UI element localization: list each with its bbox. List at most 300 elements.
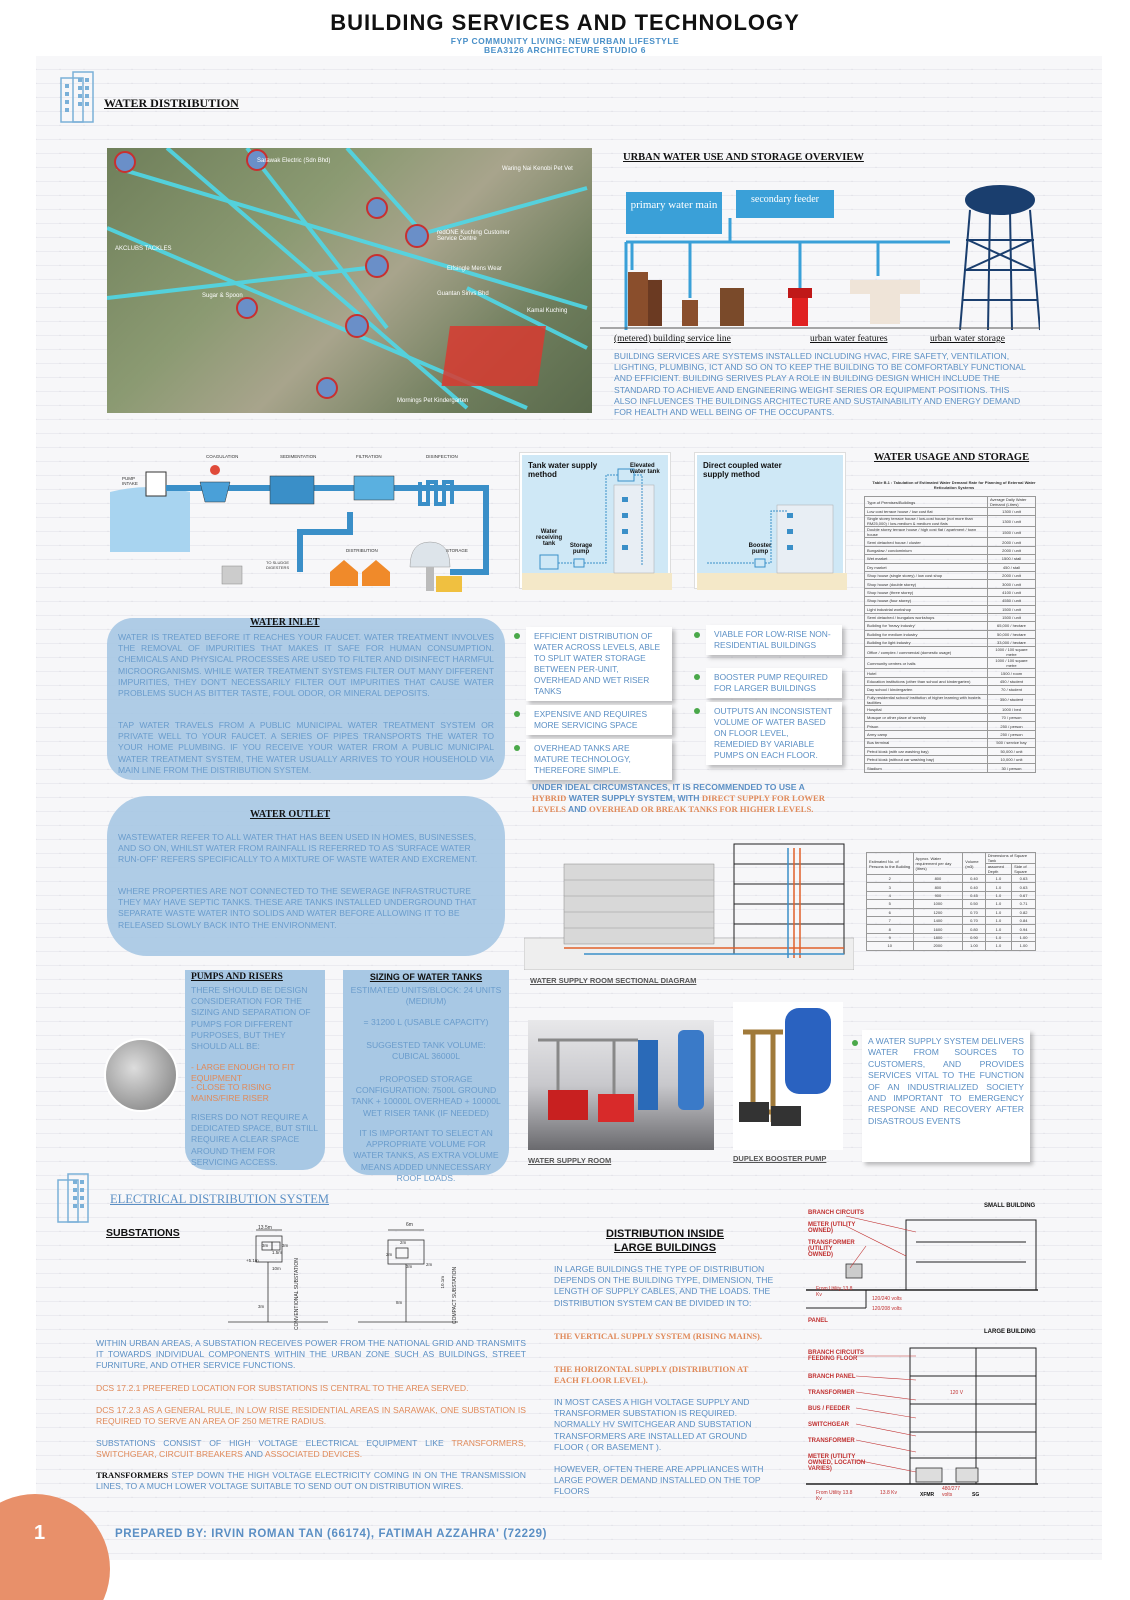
direct-point: OUTPUTS AN INCONSISTENT VOLUME OF WATER BASED ON FLOOR LEVEL, REMEDIED BY VARIABLE PUMPS ON EACH FLOOR. [706,702,842,765]
dist-heading-1: DISTRIBUTION INSIDE [606,1228,724,1240]
building-section-diagram [524,838,854,970]
tank-cell: 0.40 [963,883,985,891]
tank-cell: 1.0 [985,942,1011,950]
tank-cell: 1.0 [985,925,1011,933]
tank-cell: 1.0 [985,908,1011,916]
secondary-feeder-label: secondary feeder [750,194,819,205]
usage-row [865,730,1036,738]
usage-row [865,588,1036,596]
aerial-map [107,148,592,413]
small-volts-2: 120/208 volts [872,1306,902,1312]
tank-row [867,875,1036,883]
usage-cell: Low cost terrace house / low cost flat [865,508,988,516]
usage-cell: Hospital [865,705,988,713]
usage-row [865,658,1036,669]
tank-cell: 1.0 [985,916,1011,924]
tank-cell: 3 [867,883,914,891]
tank-cell: 2 [867,875,914,883]
large-label: BRANCH PANEL [808,1374,856,1380]
usage-row [865,714,1036,722]
usage-row [865,705,1036,713]
tank-point: OVERHEAD TANKS ARE MATURE TECHNOLOGY, THEREFORE SIMPLE. [526,739,672,780]
usage-row [865,677,1036,685]
direct-point: BOOSTER PUMP REQUIRED FOR LARGER BUILDINGS [706,668,842,698]
usage-row [865,639,1036,647]
tank-cell: 5 [867,900,914,908]
usage-cell: Shop house (four storey) [865,597,988,605]
usage-cell: Petrol kiosk (without car washing bay) [865,755,988,763]
usage-row [865,571,1036,579]
usage-cell: 1000 / 100 square metre [987,658,1035,669]
tank-cell: 8 [867,925,914,933]
usage-cell: Shop house (double storey) [865,580,988,588]
compact-dim: 3m [406,1264,413,1269]
electrical-p3: DCS 17.2.3 AS A GENERAL RULE, IN LOW RISE RESIDENTIAL AREAS IN SARAWAK, ONE SUBSTATION IS REQUIRED TO SERVE AN AREA OF 250 METRE RADIUS. [96,1405,526,1427]
usage-cell: Education institutions (other than school and kindergarten) [865,677,988,685]
tank-cell: 0.45 [963,891,985,899]
map-label: AKCLUBS TACKLES [115,246,172,252]
usage-cell: Army camp [865,730,988,738]
pump-room-illustration [528,1020,714,1150]
large-label: TRANSFORMER [808,1390,855,1396]
usage-row [865,563,1036,571]
pump-photo [104,1038,178,1112]
small-volts: 120/240 volts [872,1296,902,1302]
tank-cell: 1.0 [985,933,1011,941]
small-panel-label: PANEL [808,1318,828,1324]
usage-cell: 2000 / unit [987,571,1035,579]
rec-part: AND [568,804,587,815]
page-number: 1 [34,1522,46,1544]
electrical-heading: ELECTRICAL DISTRIBUTION SYSTEM [110,1192,329,1206]
usage-cell: Bus terminal [865,739,988,747]
usage-cell: Community centres or halls [865,658,988,669]
map-label: redONE Kuching Customer Service Centre [437,230,510,242]
tank-cell: 1400 [913,916,963,924]
conv-dim: 10m [272,1266,281,1271]
supply-note: A WATER SUPPLY SYSTEM DELIVERS WATER FROM SOURCES TO CUSTOMERS, AND PROVIDES SERVICES VITAL TO THE FUNCTION OF AN INDUSTRIALIZED SOCIETY AND IMPORTANT TO EMERGENCY RESPONSE AND RECOVERY AFTER DISASTROUS EVENTS [862,1030,1030,1162]
tank-cell: 1.00 [1012,933,1036,941]
large-sg: SG [972,1492,980,1498]
tank-cell: 0.80 [963,925,985,933]
usage-cell: 250 / person [987,730,1035,738]
usage-row [865,755,1036,763]
usage-row [865,516,1036,527]
usage-cell: Shop house (single storey) / low cost shop [865,571,988,579]
water-inlet-p1: WATER IS TREATED BEFORE IT REACHES YOUR FAUCET. WATER TREATMENT INVOLVES THE REMOVAL OF IMPURITIES THAT MAKES IT SAFE FOR HUMAN CONSUMPTION. CHEMICALS AND PHYSICAL PROCESSES ARE USED TO FILTER AND DISINFECT HARMFUL MICROORGANISMS. WHILE WATER TREATMENT SYSTEMS FILTER OUT MANY DIFFERENT IMPURITIES, THEY DON'T NECESSARILY FILTER OUT IMPURITIES THAT CAUSE WATER PROBLEMS SUCH AS BITTER TASTE, FOUL ODOR, OR MINERAL DEPOSITS. [118,632,494,699]
elevated-tank-label: Elevated water tank [630,463,660,475]
usage-row [865,555,1036,563]
water-inlet-p2: TAP WATER TRAVELS FROM A PUBLIC MUNICIPAL WATER TREATMENT SYSTEM OR PRIVATE WELL TO YOUR FAUCET. A SERIES OF PIPES TRANSPORTS THE WATER TO YOUR HOME PLUMBING. IF YOU RECEIVE YOUR WATER FROM A PUBLIC MUNICIPAL WATER TREATMENT SYSTEM, THE WATER USUALLY ARRIVES TO YOUR HOUSEHOLD VIA MAIN LINE FROM THE DISTRIBUTION SYSTEM. [118,720,494,775]
water-distribution-heading: WATER DISTRIBUTION [104,96,239,110]
tank-cell: 0.84 [1012,916,1036,924]
large-label: BUS / FEEDER [808,1406,851,1412]
map-label: Mornings Pet Kindergarten [397,398,469,404]
dist-p2: THE VERTICAL SUPPLY SYSTEM (RISING MAINS). [554,1331,763,1341]
small-from-utility: From Utility 13.8 Kv [816,1286,853,1298]
tank-row [867,883,1036,891]
storage-pump-label: Storage pump [569,543,593,555]
water-storage-label: urban water storage [930,334,1005,344]
tank-cell: 1.0 [985,875,1011,883]
distribution-label: DISTRIBUTION [346,548,378,553]
receiving-tank-label: Water receiving tank [535,529,563,547]
tank-cell: 0.71 [1012,900,1036,908]
page-title: BUILDING SERVICES AND TECHNOLOGY [330,10,800,35]
conv-dim: 13.5m [258,1225,272,1231]
usage-cell: Light industrial workshop [865,605,988,613]
usage-cell: Building for light industry [865,639,988,647]
p4-orange: ASSOCIATED DEVICES. [264,1449,363,1460]
usage-cell: Prison [865,722,988,730]
stage-label: FILTRATION [356,454,382,459]
stage-label: COAGULATION [206,454,239,459]
tank-method-title: Tank water supply method [528,461,598,479]
tank-col-header: Volume (m3) [963,853,985,875]
tank-row [867,916,1036,924]
conv-dim: 1.5m [272,1250,283,1255]
usage-cell: Hotel [865,669,988,677]
usage-cell: 350 / student [987,694,1035,705]
electrical-p2: DCS 17.2.1 PREFERED LOCATION FOR SUBSTATIONS IS CENTRAL TO THE AREA SERVED. [96,1383,469,1393]
usage-cell: Stadium [865,764,988,772]
usage-row [865,580,1036,588]
rec-part: UNDER IDEAL CIRCUMSTANCES, IT IS RECOMMENDED TO USE A [532,782,805,792]
conv-dim: 3m [262,1243,269,1248]
compact-dim: 6m [406,1222,413,1228]
primary-main-label: primary water main [630,199,718,211]
electrical-p4 [96,1438,526,1460]
usage-cell: 250 / person [987,722,1035,730]
dist-p4: IN MOST CASES A HIGH VOLTAGE SUPPLY AND TRANSFORMER SUBSTATION IS REQUIRED. NORMALLY HV SWITCHGEAR AND SUBSTATION TRANSFORMERS ARE INSTALLED AT GROUND FLOOR ( OR BASEMENT ). [554,1397,752,1452]
usage-cell: 500 / service bay [987,739,1035,747]
usage-cell: Semi detached house / cluster [865,538,988,546]
usage-cell: 70 / person [987,714,1035,722]
bullet-dot [694,708,700,714]
water-inlet-heading: WATER INLET [250,617,320,628]
rec-overhead: OVERHEAD OR BREAK TANKS FOR HIGHER LEVELS. [589,804,814,815]
tank-row [867,908,1036,916]
bullet-dot [694,674,700,680]
tank-cell: 800 [913,883,963,891]
usage-row [865,622,1036,630]
usage-row [865,739,1036,747]
water-outlet-heading: WATER OUTLET [250,809,331,820]
tank-cell: 1.0 [985,900,1011,908]
usage-cell: 1500 / stall [987,555,1035,563]
usage-cell: 30 / person [987,764,1035,772]
bullet-dot [852,1040,858,1046]
usage-cell: 2000 / unit [987,546,1035,554]
sizing-l2: = 31200 L (USABLE CAPACITY) [363,1017,489,1027]
usage-cell: 33,000 / hectare [987,639,1035,647]
overview-heading: URBAN WATER USE AND STORAGE OVERVIEW [623,152,864,163]
booster-pump-label: Booster pump [748,543,772,555]
electrical-p1: WITHIN URBAN AREAS, A SUBSTATION RECEIVES POWER FROM THE NATIONAL GRID AND TRANSMITS IT TOWARDS INDIVIDUAL COMPONENTS WITHIN THE URBAN ZONE SUCH AS BUILDINGS, STREET FURNITURE, AND OTHER SERVICE FUNCTIONS. [96,1338,526,1371]
conv-dim: 3m [258,1304,265,1309]
usage-cell: Fully residential school/ institution of higher learning with hostels facilities [865,694,988,705]
usage-cell: Building for medium industry [865,630,988,638]
usage-cell: 1300 / unit [987,516,1035,527]
tank-cell: 4 [867,891,914,899]
tank-col-header: Approx. Water requirement per day (litres) [913,853,963,875]
tank-sub-header: assumed Depth [985,864,1011,875]
tank-sub-header: Side of Square [1012,864,1036,875]
large-label: TRANSFORMER [808,1438,855,1444]
tank-cell: 800 [913,875,963,883]
tank-dimension-table [866,852,1036,951]
compact-dim: 2m [426,1262,433,1267]
rec-hybrid: HYBRID [532,793,567,804]
usage-row [865,605,1036,613]
tank-cell: 1.00 [1012,942,1036,950]
stage-label: DISINFECTION [426,454,458,459]
pumps-b1: - LARGE ENOUGH TO FIT EQUIPMENT [191,1062,295,1084]
usage-row [865,527,1036,538]
sizing-l3: SUGGESTED TANK VOLUME: CUBICAL 36000L [366,1040,486,1062]
water-supply-room-photo [528,1020,714,1150]
tank-cell: 1000 [913,900,963,908]
tank-cell: 10 [867,942,914,950]
usage-row [865,546,1036,554]
usage-cell: 1500 / unit [987,527,1035,538]
large-v120: 120 V [950,1390,964,1396]
usage-row [865,508,1036,516]
compact-substation-label: COMPACT SUBSTATION [452,1266,458,1324]
tank-cell: 9 [867,933,914,941]
building-services-text: BUILDING SERVICES ARE SYSTEMS INSTALLED INCLUDING HVAC, FIRE SAFETY, VENTILATION, LIGHTING, PLUMBING, ICT AND SO ON TO KEEP THE BUILDING TO BE COMFORTABLY FUNCTIONAL AND EFFICIENT. BUILDING SERIVES PLAY A ROLE IN BUILDING DESIGN WHICH INCLUDE THE STANDARD TO ACHIEVE AND ENGINEERING WEIGHT SERIES OR EQUIPMENT POSITIONS. THIS ALSO INFLUENCES THE BUILDINGS ARCHITECTURE AND SUSTAINABILITY AND ENERGY DEMAND FOR HEALTH AND WELL BEING OF THE OCCUPANTS. [614,351,1026,418]
sizing-l5: IT IS IMPORTANT TO SELECT AN APPROPRIATE VOLUME FOR WATER TANKS, AS EXTRA VOLUME MEANS ADDED UNNECESSARY ROOF LOADS. [353,1128,499,1183]
usage-cell: 3000 / unit [987,580,1035,588]
bullet-dot [514,633,520,639]
usage-cell: 1000 / 100 square metre [987,647,1035,658]
water-usage-table [864,496,1036,773]
compact-dim: 2m [400,1240,407,1245]
storage-label: STORAGE [446,548,468,553]
tank-cell: 1.00 [963,942,985,950]
sizing-l1: ESTIMATED UNITS/BLOCK: 24 UNITS (MEDIUM) [350,985,502,1007]
map-label: Kamal Kuching [527,308,568,314]
tank-row [867,925,1036,933]
pumps-p1: THERE SHOULD BE DESIGN CONSIDERATION FOR THE SIZING AND SEPARATION OF PUMPS FOR DIFFERENT PURPOSES, BUT THEY SHOULD ALL BE: [191,985,311,1052]
booster-caption: DUPLEX BOOSTER PUMP [733,1154,827,1163]
compact-dim: 2m [386,1252,393,1257]
tank-cell: 1.0 [985,891,1011,899]
tank-row [867,900,1036,908]
sizing-l4: PROPOSED STORAGE CONFIGURATION: 7500L GROUND TANK + 10000L OVERHEAD + 10000L WET RISER TANK (IF NEEDED) [351,1074,501,1118]
subtitle-course: BEA3126 ARCHITECTURE STUDIO 6 [483,45,647,55]
tank-cell: 0.40 [963,875,985,883]
tank-cell: 7 [867,916,914,924]
booster-illustration [733,1002,843,1150]
p5-part: STEP DOWN THE HIGH VOLTAGE ELECTRICITY COMING IN ON THE TRANSMISSION LINES, TO A MUCH LOWER VOLTAGE SUITABLE TO SEND OUT ON DISTRIBUTION WIRES. [96,1470,526,1492]
building-icon [52,1172,92,1224]
substations-heading: SUBSTATIONS [106,1227,180,1239]
usage-row [865,597,1036,605]
small-meter-label: METER (UTILITY OWNED) [808,1222,856,1234]
p4-part: AND [244,1449,263,1460]
usage-cell: 50,000 / hectare [987,630,1035,638]
map-label: Waring Nai Kenobi Pet Vet [502,166,573,172]
usage-row [865,669,1036,677]
stage-label: SEDIMENTATION [280,454,317,459]
direct-method-panel [695,453,845,588]
tank-row [867,891,1036,899]
electrical-p5 [96,1470,526,1492]
map-label: Sarawak Electric (Sdn Bhd) [257,158,331,164]
usage-cell: Shop house (three storey) [865,588,988,596]
water-outlet-p2: WHERE PROPERTIES ARE NOT CONNECTED TO THE SEWERAGE INFRASTRUCTURE THEY MAY HAVE SEPTIC TANKS. THESE ARE TANKS INSTALLED UNDERGROUND THAT SEPARATE WASTE WATER INTO SOLIDS AND WATER BEFORE ALLOWING IT TO BE RELEASED SLOWLY BACK INTO THE ENVIRONMENT. [118,886,477,930]
usage-row [865,764,1036,772]
transformers-term: TRANSFORMERS [96,1470,169,1480]
usage-cell: 1000 / bed [987,705,1035,713]
small-branch-label: BRANCH CIRCUITS [808,1210,864,1216]
section-caption: WATER SUPPLY ROOM SECTIONAL DIAGRAM [530,976,697,985]
prepared-by: PREPARED BY: IRVIN ROMAN TAN (66174), FATIMAH AZZAHRA' (72229) [115,1528,548,1540]
compact-dim: 8m [396,1300,403,1305]
usage-cell: 1300 / unit [987,508,1035,516]
tank-method-panel [520,453,670,588]
p4-orange: TRANSFORMERS, SWITCHGEAR, CIRCUIT BREAKERS [96,1438,526,1460]
usage-row [865,747,1036,755]
water-outlet-card [107,796,505,956]
tank-cell: 1600 [913,925,963,933]
pumps-p2: RISERS DO NOT REQUIRE A DEDICATED SPACE, BUT STILL REQUIRE A CLEAR SPACE AROUND THEM FOR SERVICING ACCESS. [191,1112,318,1167]
map-label: Guantan Sirivs Bhd [437,291,489,297]
usage-col-header: Average Daily Water Demand (Litres) [987,497,1035,508]
tank-cell: 0.70 [963,908,985,916]
usage-cell: 4550 / unit [987,597,1035,605]
sludge-label: TO SLUDGE DIGESTERS [266,560,290,570]
usage-cell: 70 / student [987,686,1035,694]
pumps-b2: - CLOSE TO RISING MAINS/FIRE RISER [191,1082,272,1104]
usage-cell: Building for 'heavy industry' [865,622,988,630]
dist-p1: IN LARGE BUILDINGS THE TYPE OF DISTRIBUTION DEPENDS ON THE BUILDING TYPE, DIMENSION, THE LENGTH OF SUPPLY CABLES, AND THE LOADS. THE DISTRIBUTION SYSTEM CAN BE DIVIDED IN TO: [554,1264,774,1308]
usage-heading: WATER USAGE AND STORAGE [874,452,1030,463]
map-label: Elfsingle Mens Wear [447,266,502,272]
tank-group-header: Dimensions of Square Tank [985,853,1035,864]
tank-cell: 0.82 [1012,908,1036,916]
tank-cell: 1200 [913,908,963,916]
usage-cell: 50,000 / unit [987,747,1035,755]
usage-cell: Dry market [865,563,988,571]
booster-pump-photo [733,1002,843,1150]
conv-dim: +5.1m [246,1258,259,1263]
usage-row [865,722,1036,730]
direct-point: VIABLE FOR LOW-RISE NON-RESIDENTIAL BUILDINGS [706,625,842,655]
pumps-heading: PUMPS AND RISERS [191,972,283,982]
usage-cell: Wet market [865,555,988,563]
usage-cell: Bungalow / condominium [865,546,988,554]
usage-cell: 2000 / unit [987,538,1035,546]
dist-p5: HOWEVER, OFTEN THERE ARE APPLIANCES WITH LARGE POWER DEMAND INSTALLED ON THE TOP FLOORS [554,1464,764,1497]
usage-cell: 10,000 / unit [987,755,1035,763]
subtitle-project: FYP COMMUNITY LIVING: NEW URBAN LIFESTYLE [450,36,680,46]
usage-cell: 1500 / unit [987,613,1035,621]
tank-point: EFFICIENT DISTRIBUTION OF WATER ACROSS LEVELS, ABLE TO SPLIT WATER STORAGE BETWEEN PER-UNIT, OVERHEAD AND WET RISER TANKS [526,627,672,701]
conv-dim: 3m [282,1243,289,1248]
usage-cell: 65,000 / hectare [987,622,1035,630]
rec-part: WATER SUPPLY SYSTEM, WITH [568,793,700,804]
usage-row [865,694,1036,705]
usage-cell: Office / complex / commercial (domestic usage) [865,647,988,658]
tank-cell: 1.0 [985,883,1011,891]
recommendation-text [532,782,832,816]
bullet-dot [514,745,520,751]
tank-cell: 0.63 [1012,883,1036,891]
dist-p3: THE HORIZONTAL SUPPLY (DISTRIBUTION AT EACH FLOOR LEVEL). [554,1364,749,1386]
usage-cell: 1500 / room [987,669,1035,677]
large-label: SWITCHGEAR [808,1422,849,1428]
tank-cell: 0.50 [963,900,985,908]
tank-point: EXPENSIVE AND REQUIRES MORE SERVICING SPACE [526,705,672,735]
bullet-dot [514,711,520,717]
tank-cell: 0.67 [1012,891,1036,899]
tank-cell: 0.90 [963,933,985,941]
building-icon [55,70,97,124]
conv-substation-label: CONVENTIONAL SUBSTATION [294,1258,300,1330]
sizing-heading: SIZING OF WATER TANKS [369,972,483,982]
p4-part: SUBSTATIONS CONSIST OF HIGH VOLTAGE ELECTRICAL EQUIPMENT LIKE [96,1438,444,1448]
usage-cell: Mosque or other place of worship [865,714,988,722]
tank-cell: 0.63 [1012,875,1036,883]
large-building-title: LARGE BUILDING [984,1329,1036,1335]
dist-heading-2: LARGE BUILDINGS [613,1242,717,1254]
bullet-dot [694,632,700,638]
water-outlet-p1: WASTEWATER REFER TO ALL WATER THAT HAS BEEN USED IN HOMES, BUSINESSES, AND SO ON, WHILST WATER FROM RAINFALL IS REFERRED TO AS 'SURFACE WATER RUN-OFF' REFERS SPECIFICALLY TO A MIXTURE OF WASTE WATER AND EXCREMENT. [118,832,478,865]
usage-cell: 450 / student [987,677,1035,685]
tank-cell: 0.70 [963,916,985,924]
tank-row [867,942,1036,950]
tank-cell: 1800 [913,933,963,941]
large-label: METER (UTILITY OWNED, LOCATION VARIES) [808,1454,866,1472]
usage-cell: 1500 / unit [987,605,1035,613]
usage-cell: Petrol kiosk (with car washing bay) [865,747,988,755]
usage-row [865,538,1036,546]
usage-cell: 450 / stall [987,563,1035,571]
usage-row [865,686,1036,694]
tank-cell: 6 [867,908,914,916]
tank-cell: 0.94 [1012,925,1036,933]
usage-cell: Semi detached / bungalow workshops [865,613,988,621]
rec-direct: DIRECT SUPPLY FOR LOWER LEVELS [532,793,825,815]
small-building-title: SMALL BUILDING [984,1203,1036,1209]
small-transformer-label: TRANSFORMER (UTILITY OWNED) [808,1240,855,1258]
compact-dim: 10.1m [440,1276,445,1289]
direct-method-title: Direct coupled water supply method [703,461,782,479]
room-caption: WATER SUPPLY ROOM [528,1156,612,1165]
usage-cell: Day school / kindergarten [865,686,988,694]
large-from-utility: From Utility 13.8 Kv [816,1490,853,1502]
tank-cell: 2000 [913,942,963,950]
tank-cell: 900 [913,891,963,899]
service-line-label: (metered) building service line [614,334,731,344]
water-treatment-diagram [110,452,500,602]
large-xfmr: XFMR [920,1492,935,1498]
usage-row [865,613,1036,621]
usage-row [865,647,1036,658]
pump-intake-label: PUMP INTAKE [122,476,138,486]
tank-col-header: Estimated No. of Persons to the Building [867,853,914,875]
usage-col-header: Type of Premises/Buildings [865,497,988,508]
water-features-label: urban water features [810,334,888,344]
usage-cell: Single storey terrace house / low-cost house (not more than RM25,000) / low-medium & medium cost flats [865,516,988,527]
usage-row [865,630,1036,638]
large-label: BRANCH CIRCUITS FEEDING FLOOR [808,1350,864,1362]
usage-cell: 4100 / unit [987,588,1035,596]
map-label: Sugar & Spoon [202,293,243,299]
large-480v: 480/277 volts [942,1486,961,1498]
